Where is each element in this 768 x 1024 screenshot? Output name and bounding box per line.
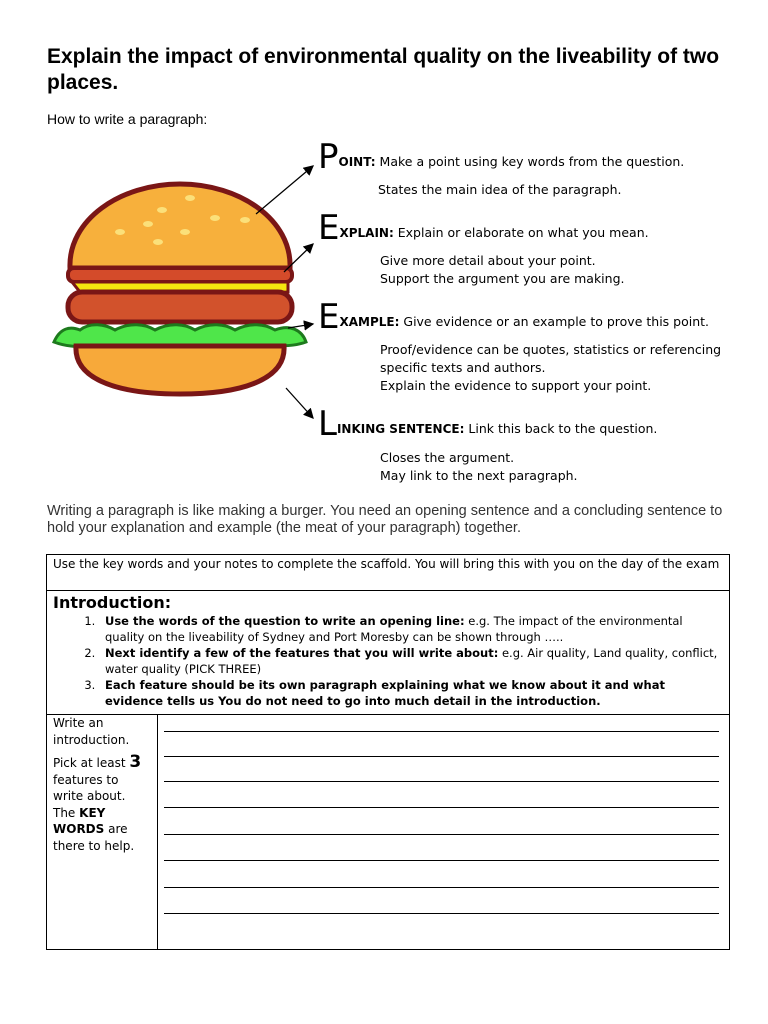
scaffold-table bbox=[46, 554, 730, 950]
page-title: Explain the impact of environmental quality on the liveability of two places. bbox=[47, 45, 720, 94]
writing-line[interactable] bbox=[164, 807, 719, 808]
writing-line[interactable] bbox=[164, 756, 719, 757]
key-words-label: The KEY WORDS are there to help. bbox=[53, 805, 135, 853]
writing-line[interactable] bbox=[164, 887, 719, 888]
burger-analogy-text: Writing a paragraph is like making a burger. You need an opening sentence and a concluding sentence to hold your explanation and example (the meat of your paragraph) together. bbox=[47, 503, 723, 536]
peel-example-heading: EXAMPLE: Give evidence or an example to prove this point. bbox=[318, 297, 710, 337]
scaffold-left-column bbox=[47, 715, 158, 949]
peel-explain-detail: Give more detail about your point. Support the argument you are making. bbox=[380, 253, 625, 286]
writing-line[interactable] bbox=[164, 834, 719, 835]
peel-point-heading: POINT: Make a point using key words from the question. bbox=[318, 137, 685, 177]
writing-line[interactable] bbox=[164, 913, 719, 914]
writing-line[interactable] bbox=[164, 731, 719, 732]
intro-step: 1. Use the words of the question to write an opening line: e.g. The impact of the environmental quality on the liveability of Sydney and Port Moresby can be shown through ….. bbox=[99, 613, 723, 645]
how-to-label: How to write a paragraph: bbox=[47, 111, 208, 127]
peel-example-detail: Proof/evidence can be quotes, statistics or referencing specific texts and authors. Explain the evidence to support your point. bbox=[380, 342, 722, 393]
introduction-section bbox=[47, 591, 729, 715]
write-intro-label: Write an introduction. bbox=[53, 716, 130, 747]
scaffold-instruction: Use the key words and your notes to complete the scaffold. You will bring this with you on the day of the exam bbox=[47, 555, 729, 591]
writing-line[interactable] bbox=[164, 860, 719, 861]
peel-explain-heading: EXPLAIN: Explain or elaborate on what you mean. bbox=[318, 208, 649, 248]
introduction-steps bbox=[53, 613, 723, 709]
arrow-example bbox=[288, 324, 313, 328]
intro-step: 3. Each feature should be its own paragraph explaining what we know about it and what evidence tells us You do not need to go into much detail in the introduction. bbox=[99, 677, 723, 709]
arrow-linking bbox=[286, 388, 313, 418]
introduction-heading: Introduction: bbox=[53, 593, 172, 612]
pick-features-label: Pick at least 3 features to write about. bbox=[53, 752, 142, 803]
arrow-explain bbox=[284, 244, 313, 272]
arrow-point bbox=[256, 166, 313, 214]
writing-line[interactable] bbox=[164, 781, 719, 782]
peel-linking-heading: LINKING SENTENCE: Link this back to the question. bbox=[318, 404, 658, 444]
peel-point-detail: States the main idea of the paragraph. bbox=[378, 182, 622, 197]
intro-step: 2. Next identify a few of the features that you will write about: e.g. Air quality, Land quality, conflict, water quality (PICK THREE) bbox=[99, 645, 723, 677]
peel-linking-detail: Closes the argument. May link to the next paragraph. bbox=[380, 450, 578, 483]
